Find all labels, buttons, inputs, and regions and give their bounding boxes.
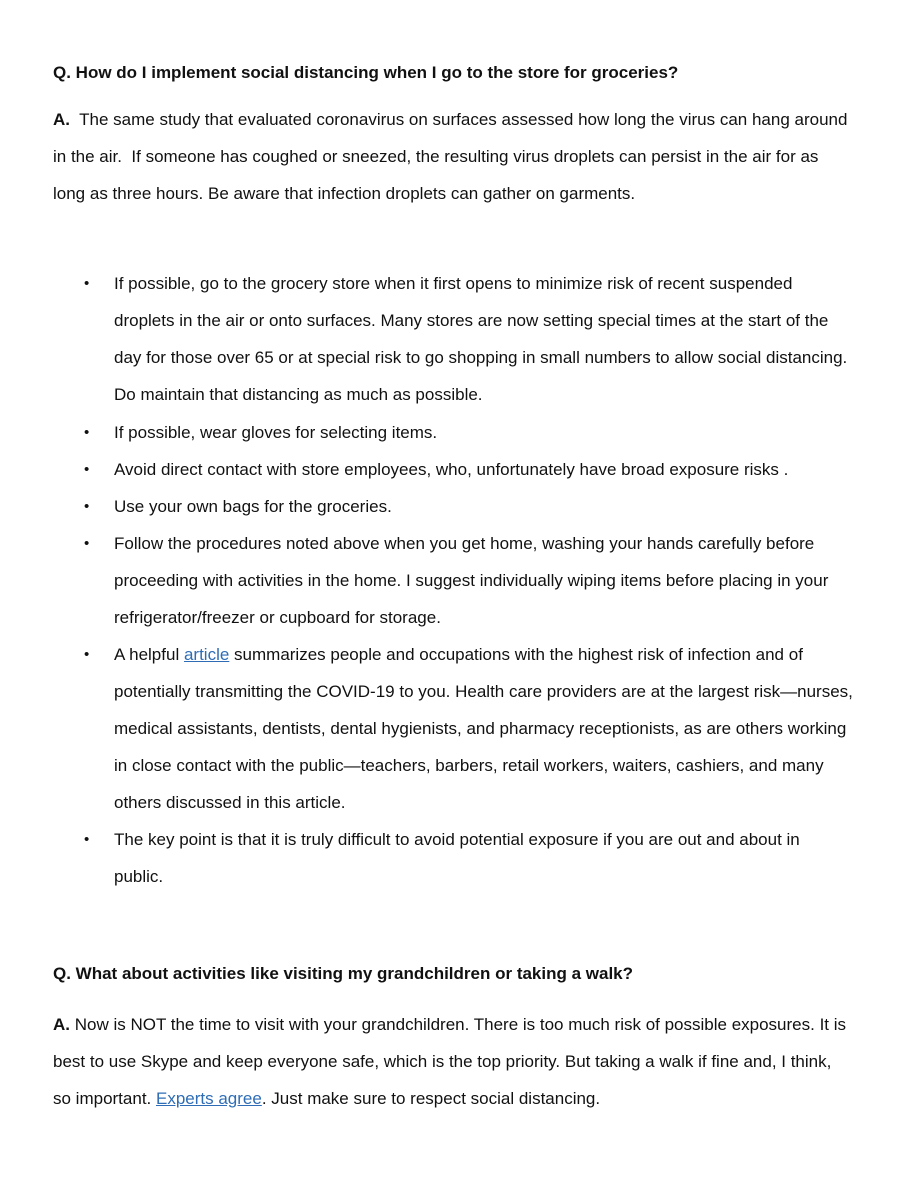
precautions-list [53,265,853,895]
bullet-icon: • [84,424,90,441]
question-2 [53,964,853,984]
experts-agree-link[interactable]: Experts agree [156,1089,262,1108]
bullet-icon: • [84,535,90,552]
list-item [53,488,853,525]
bullet-icon: • [84,275,90,292]
answer-1-label: A. [53,110,70,129]
answer-1 [53,101,853,212]
list-item-text: Use your own bags for the groceries. [114,497,392,516]
article-link[interactable]: article [183,645,230,664]
list-item-text: Follow the procedures noted above when you get home, washing your hands carefully before proceeding with activities in the home. I suggest individually wiping items before placing in your refrigerator/freezer or cupboard for storage. [114,534,829,627]
list-item-text: If possible, wear gloves for selecting items. [114,423,438,442]
list-item-text-post: summarizes people and occupations with the highest risk of infection and of potentially transmitting the COVID-19 to you. Health care providers are at the largest risk—nurses, medical assistants, dentists, dental hygienists, and pharmacy receptionists, as are others working in close contact with the public—teachers, barbers, retail workers, waiters, cashiers, and many others discussed in this article. [114,645,853,812]
bullet-icon: • [84,461,90,478]
list-item [53,525,853,636]
list-item [53,414,853,451]
bullet-icon: • [84,646,90,663]
list-item [53,265,853,413]
list-item-text: If possible, go to the grocery store when it first opens to minimize risk of recent suspended droplets in the air or onto surfaces. Many stores are now setting special times at the start of the day for those over 65 or at special risk to go shopping in small numbers to allow social distancing. Do maintain that distancing as much as possible. [114,274,848,404]
list-item-text: Avoid direct contact with store employees, who, unfortunately have broad exposure risks . [114,460,789,479]
list-item-text-pre: A helpful [114,645,184,664]
answer-2 [53,1006,853,1117]
question-1-text: Q. How do I implement social distancing when I go to the store for groceries? [53,63,679,82]
answer-2-text-post: . Just make sure to respect social distancing. [261,1089,601,1108]
list-item [53,821,853,895]
answer-1-text: The same study that evaluated coronavirus on surfaces assessed how long the virus can hang around in the air. If someone has coughed or sneezed, the resulting virus droplets can persist in the air for as long as three hours. Be aware that infection droplets can gather on garments. [53,110,853,203]
answer-2-text-pre: Now is NOT the time to visit with your grandchildren. There is too much risk of possible exposures. It is best to use Skype and keep everyone safe, which is the top priority. But taking a walk if fine and, I think, so important. [53,1015,847,1108]
list-item [53,451,853,488]
bullet-icon: • [84,498,90,515]
list-item-text: The key point is that it is truly difficult to avoid potential exposure if you are out and about in public. [114,830,800,886]
bullet-icon: • [84,831,90,848]
list-item [53,636,853,821]
answer-2-label: A. [53,1015,70,1034]
question-1 [53,63,853,83]
question-2-text: Q. What about activities like visiting my grandchildren or taking a walk? [53,964,634,983]
